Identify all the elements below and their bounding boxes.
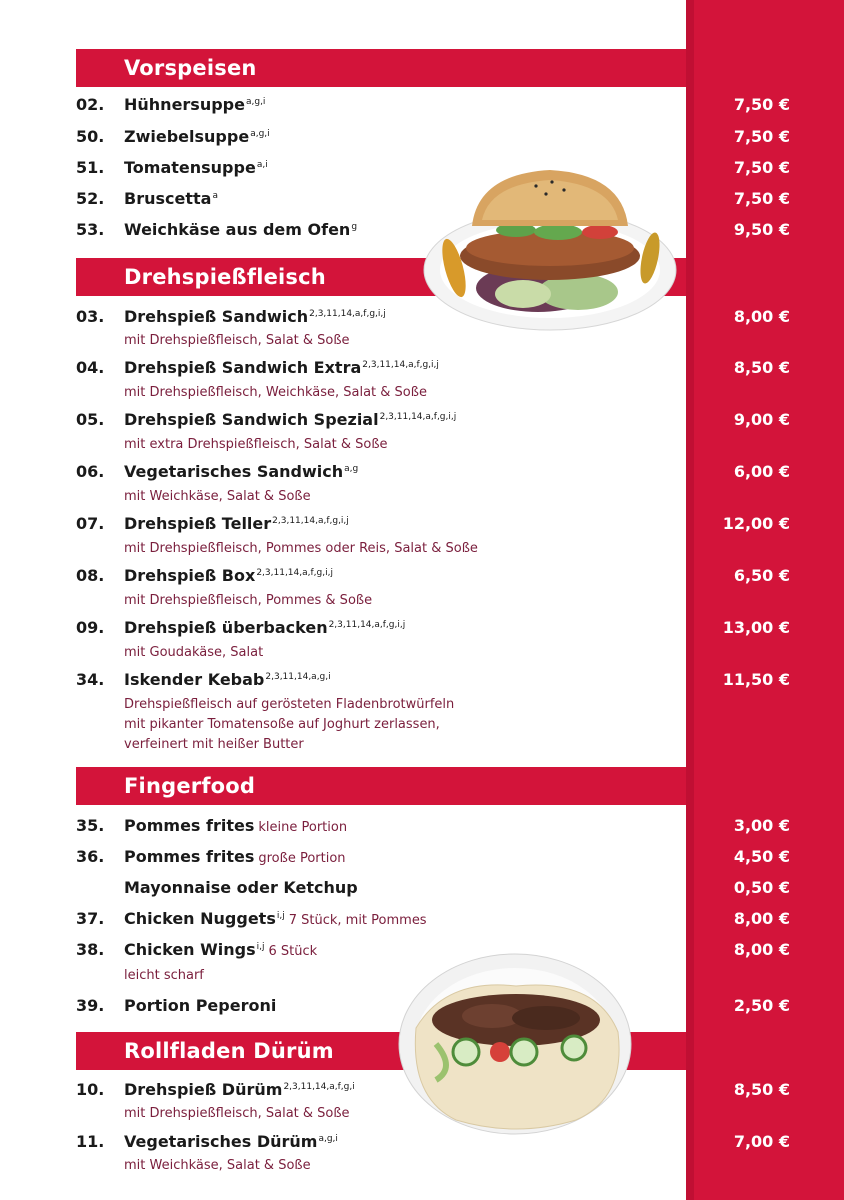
item-name-text: Iskender Kebab (124, 670, 265, 689)
allergen-codes: 2,3,11,14,a,f,g,i,j (272, 515, 349, 526)
item-number: 52. (76, 189, 105, 208)
item-number: 03. (76, 307, 105, 326)
red-price-column (686, 0, 844, 1200)
allergen-codes: a,g,i (245, 96, 266, 107)
item-name-text: Vegetarisches Dürüm (124, 1132, 318, 1151)
item-description: mit Weichkäse, Salat & Soße (124, 489, 311, 504)
item-name (124, 878, 358, 897)
item-price: 7,50 € (733, 127, 790, 146)
item-name-text: Tomatensuppe (124, 158, 256, 177)
item-note: 7 Stück, mit Pommes (288, 913, 427, 928)
item-name (124, 816, 347, 835)
item-name-text: Bruscetta (124, 189, 212, 208)
item-description: mit Drehspießfleisch, Salat & Soße (124, 1106, 350, 1121)
item-price: 7,50 € (733, 189, 790, 208)
allergen-codes: a,i (256, 159, 268, 170)
item-number: 36. (76, 847, 105, 866)
item-number: 11. (76, 1132, 105, 1151)
item-description-line: verfeinert mit heißer Butter (124, 737, 304, 752)
item-number: 38. (76, 940, 105, 959)
item-description: mit Drehspießfleisch, Salat & Soße (124, 333, 350, 348)
item-price: 4,50 € (733, 847, 790, 866)
item-number: 35. (76, 816, 105, 835)
item-price: 13,00 € (722, 618, 790, 637)
item-name (124, 127, 270, 146)
item-name-text: Chicken Wings (124, 940, 256, 959)
item-number: 51. (76, 158, 105, 177)
allergen-codes: a (212, 190, 218, 201)
item-price: 0,50 € (733, 878, 790, 897)
item-description: mit Drehspießfleisch, Pommes oder Reis, Salat & Soße (124, 541, 478, 556)
item-name-text: Portion Peperoni (124, 996, 277, 1015)
item-number: 06. (76, 462, 105, 481)
item-description: mit Drehspießfleisch, Weichkäse, Salat & Soße (124, 385, 427, 400)
item-name (124, 358, 439, 377)
item-description: mit extra Drehspießfleisch, Salat & Soße (124, 437, 388, 452)
item-name (124, 670, 331, 689)
item-name-text: Hühnersuppe (124, 95, 245, 114)
item-name-text: Drehspieß Sandwich Spezial (124, 410, 379, 429)
item-name-text: Vegetarisches Sandwich (124, 462, 344, 481)
item-number: 07. (76, 514, 105, 533)
item-price: 8,50 € (733, 358, 790, 377)
allergen-codes: 2,3,11,14,a,f,g,i,j (256, 567, 333, 578)
item-price: 11,50 € (722, 670, 790, 689)
item-price: 6,00 € (733, 462, 790, 481)
section-title-vorspeisen: Vorspeisen (124, 56, 257, 80)
doner-sandwich-photo (418, 160, 682, 336)
item-note: große Portion (258, 851, 346, 866)
item-name-text: Drehspieß Sandwich Extra (124, 358, 362, 377)
allergen-codes: 2,3,11,14,a,f,g,i (283, 1081, 355, 1092)
item-name-text: Drehspieß Box (124, 566, 256, 585)
item-number: 02. (76, 95, 105, 114)
item-name-text: Drehspieß Teller (124, 514, 272, 533)
item-note: 6 Stück (268, 944, 318, 959)
allergen-codes: g (351, 221, 358, 232)
item-number: 10. (76, 1080, 105, 1099)
allergen-codes: i,j (256, 941, 265, 952)
item-name (124, 618, 405, 637)
item-number: 34. (76, 670, 105, 689)
item-description-line: mit pikanter Tomatensoße auf Joghurt zerlassen, (124, 717, 440, 732)
allergen-codes: 2,3,11,14,a,f,g,i,j (379, 411, 457, 422)
item-name (124, 189, 218, 208)
item-price: 7,50 € (733, 95, 790, 114)
item-name (124, 940, 317, 959)
item-description: mit Goudakäse, Salat (124, 645, 264, 660)
item-name (124, 307, 386, 326)
item-name (124, 1080, 355, 1099)
item-price: 9,50 € (733, 220, 790, 239)
item-name (124, 566, 333, 585)
item-number: 37. (76, 909, 105, 928)
allergen-codes: i,j (276, 910, 285, 921)
item-price: 8,00 € (733, 909, 790, 928)
item-description: leicht scharf (124, 968, 204, 983)
item-price: 7,50 € (733, 158, 790, 177)
item-description: mit Weichkäse, Salat & Soße (124, 1158, 311, 1173)
durum-wrap-photo (396, 948, 634, 1138)
item-name (124, 95, 265, 114)
item-price: 6,50 € (733, 566, 790, 585)
allergen-codes: 2,3,11,14,a,g,i (265, 671, 331, 682)
item-price: 9,00 € (733, 410, 790, 429)
item-price: 12,00 € (722, 514, 790, 533)
item-name-text: Pommes frites (124, 816, 255, 835)
item-number: 50. (76, 127, 105, 146)
item-name (124, 847, 346, 866)
item-name (124, 1132, 338, 1151)
item-name (124, 220, 357, 239)
item-description-line: Drehspießfleisch auf gerösteten Fladenbrotwürfeln (124, 697, 455, 712)
item-name (124, 462, 358, 481)
item-name-text: Weichkäse aus dem Ofen (124, 220, 351, 239)
section-title-drehspiess: Drehspießfleisch (124, 265, 326, 289)
item-name-text: Drehspieß Sandwich (124, 307, 309, 326)
item-name (124, 909, 427, 928)
item-name-text: Drehspieß überbacken (124, 618, 328, 637)
item-name-text: Pommes frites (124, 847, 255, 866)
item-number: 08. (76, 566, 105, 585)
item-name (124, 410, 456, 429)
allergen-codes: 2,3,11,14,a,f,g,i,j (328, 619, 406, 630)
allergen-codes: a,g,i (318, 1133, 338, 1144)
item-price: 8,50 € (733, 1080, 790, 1099)
item-price: 8,00 € (733, 940, 790, 959)
item-name-text: Zwiebelsuppe (124, 127, 250, 146)
item-name (124, 996, 276, 1015)
item-number: 39. (76, 996, 105, 1015)
item-name (124, 514, 349, 533)
item-price: 2,50 € (733, 996, 790, 1015)
item-note: kleine Portion (258, 820, 348, 835)
item-name-text: Drehspieß Dürüm (124, 1080, 283, 1099)
section-title-fingerfood: Fingerfood (124, 774, 256, 798)
allergen-codes: 2,3,11,14,a,f,g,i,j (309, 308, 386, 319)
item-number: 09. (76, 618, 105, 637)
allergen-codes: a,g,i (250, 128, 270, 139)
allergen-codes: a,g (344, 463, 359, 474)
item-number: 05. (76, 410, 105, 429)
item-description: mit Drehspießfleisch, Pommes & Soße (124, 593, 373, 608)
item-price: 8,00 € (733, 307, 790, 326)
item-price: 3,00 € (733, 816, 790, 835)
allergen-codes: 2,3,11,14,a,f,g,i,j (362, 359, 439, 370)
item-number: 04. (76, 358, 105, 377)
item-name (124, 158, 268, 177)
section-title-duerum: Rollfladen Dürüm (124, 1039, 334, 1063)
item-name-text: Mayonnaise oder Ketchup (124, 878, 358, 897)
item-name-text: Chicken Nuggets (124, 909, 276, 928)
item-number: 53. (76, 220, 105, 239)
item-price: 7,00 € (733, 1132, 790, 1151)
